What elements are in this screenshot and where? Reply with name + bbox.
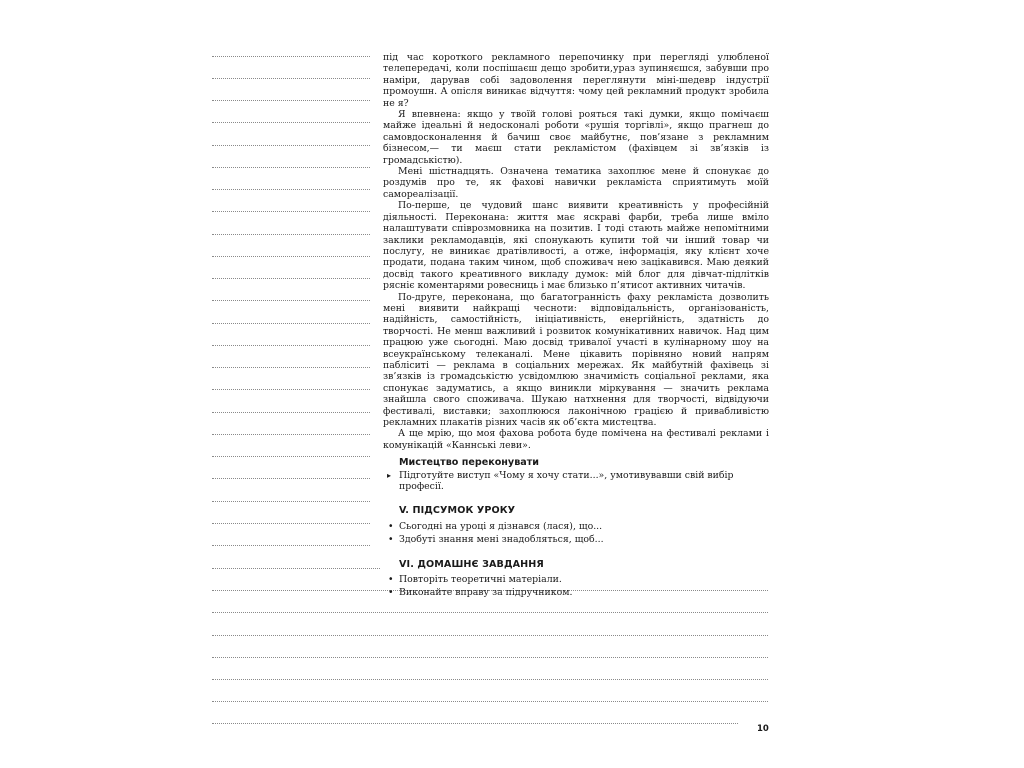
body-paragraph: А ще мрію, що моя фахова робота буде помічена на фестивалі реклами і комунікацій «Каннські леви».: [383, 428, 769, 451]
note-line: [212, 145, 370, 146]
note-line: [212, 568, 380, 569]
note-line: [212, 278, 370, 279]
note-line: [212, 122, 370, 123]
art-section-title: Мистецтво переконувати: [399, 457, 540, 469]
page-number: 10: [757, 724, 769, 734]
note-line: [212, 723, 738, 724]
list-item-text: Здобуті знання мені знадобляться, щоб...: [399, 534, 604, 546]
body-paragraph: По-перше, це чудовий шанс виявити креативність у професійній діяльності. Переконана: життя має яскраві фарби, треба лише вміло налаштувати співрозмовника на позитив. І тоді стають майже непомітними заклики рекламодавців, які спонукають купити той чи інший товар чи послугу, не виникає дратівливості, а отже, інформація, яку клієнт хоче продати, подана таким чином, щоб споживач нею зацікавився. Маю деякий досвід такого креативного викладу думок: мій блог для дівчат-підлітків рясніє коментарями ровесниць і має близько п’ятисот активних читачів.: [383, 200, 769, 292]
note-line: [212, 434, 370, 435]
note-line: [212, 478, 370, 479]
note-line: [212, 345, 370, 346]
note-line: [212, 167, 370, 168]
note-line: [212, 501, 370, 502]
note-line: [212, 234, 370, 235]
note-line: [212, 679, 768, 680]
summary-section-title: V. ПІДСУМОК УРОКУ: [399, 505, 516, 517]
note-line: [212, 189, 370, 190]
list-item-text: Виконайте вправу за підручником.: [399, 587, 573, 599]
bullet-icon: •: [388, 534, 394, 546]
note-line: [212, 211, 370, 212]
art-section-task: [383, 470, 769, 493]
note-line: [212, 545, 370, 546]
note-line: [212, 300, 370, 301]
body-paragraph: По-друге, переконана, що багатогранність фаху рекламіста дозволить мені виявити найкращі чесноти: відповідальність, організованість, надійність, самостійність, ініціативність, енергійність, здатність до творчості. Не менш важливий і розвиток комунікативних навичок. Над цим працюю уже сьогодні. Маю досвід тривалої участі в кулінарному шоу на всеукраїнському телеканалі. Мене цікавить порівняно новий напрям пабліситі — реклама в соціальних мережах. Як майбутній фахівець зі зв’язків із громадськістю усвідомлюю значимість соціальної реклами, яка спонукає задуматись, а якщо виникли міркування — значить реклама знайшла свого споживача. Шукаю натхнення для творчості, відвідуючи фестивалі, виставки; захоплююся лаконічною грацією й привабливістю рекламних плакатів різних часів як об’єкта мистецтва.: [383, 291, 769, 428]
note-line: [212, 389, 370, 390]
note-line: [212, 56, 370, 57]
list-item: [383, 587, 769, 598]
note-line: [212, 523, 370, 524]
main-text-column: [383, 52, 769, 601]
list-item-text: Повторіть теоретичні матеріали.: [399, 574, 562, 586]
list-item: [383, 534, 769, 545]
list-item: [383, 521, 769, 532]
note-line: [212, 256, 370, 257]
body-paragraph: Мені шістнадцять. Означена тематика захоплює мене й спонукає до роздумів про те, як фахові навички рекламіста сприятимуть моїй самореалізації.: [383, 166, 769, 200]
note-line: [212, 456, 370, 457]
body-paragraph: під час короткого рекламного перепочинку при перегляді улюбленої телепередачі, коли поспішаєш дещо зробити,ураз зупиняєшся, забувши про наміри, дарував собі задоволення переглянути міні-шедевр індустрії промоушн. А опісля виникає відчуття: чому цей рекламний продукт зробила не я?: [383, 52, 769, 109]
note-line: [212, 367, 370, 368]
list-item-text: Сьогодні на уроці я дізнався (лася), що...: [399, 520, 603, 532]
bullet-icon: •: [388, 587, 394, 599]
body-paragraph: Я впевнена: якщо у твоїй голові рояться такі думки, якщо помічаєш майже ідеальні й недосконалі роботи «рушія торгівлі», якщо прагнеш до самовдосконалення й бачиш своє майбутнє, пов’язане з рекламним бізнесом,— ти маєш стати рекламістом (фахівцем зі зв’язків із громадськістю).: [383, 109, 769, 166]
note-line: [212, 78, 370, 79]
note-line: [212, 701, 768, 702]
list-item: [383, 574, 769, 585]
note-line: [212, 612, 768, 613]
note-line: [212, 657, 768, 658]
note-line: [212, 100, 370, 101]
note-line: [212, 635, 768, 636]
bullet-icon: •: [388, 520, 394, 532]
task-text: Підготуйте виступ «Чому я хочу стати...», умотивувавши свій вибір професії.: [399, 469, 734, 493]
note-line: [212, 412, 370, 413]
triangle-bullet-icon: ▸: [387, 470, 392, 480]
homework-section-title: VI. ДОМАШНЄ ЗАВДАННЯ: [399, 558, 544, 570]
bullet-icon: •: [388, 574, 394, 586]
note-line: [212, 323, 370, 324]
